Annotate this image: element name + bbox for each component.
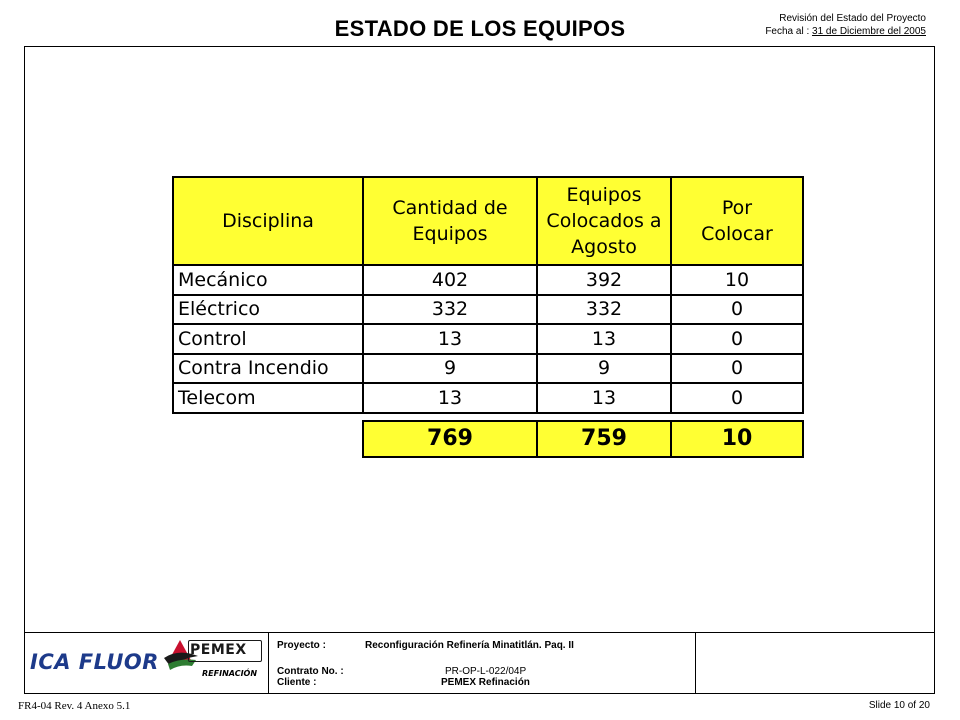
- cell-cantidad: 13: [363, 324, 537, 354]
- cliente-label: Cliente :: [277, 677, 317, 688]
- pemex-logo-text: PEMEX: [190, 642, 247, 658]
- cell-cantidad: 332: [363, 295, 537, 325]
- cell-disciplina: Contra Incendio: [173, 354, 363, 384]
- cell-disciplina: Control: [173, 324, 363, 354]
- contrato-label: Contrato No. :: [277, 666, 344, 677]
- date-line: [765, 25, 926, 38]
- spacer-cell: [363, 413, 537, 421]
- ica-fluor-logo: ICA FLUOR: [30, 650, 159, 674]
- cell-por-colocar: 0: [671, 383, 803, 413]
- table-spacer: [173, 413, 803, 421]
- cell-colocados: 332: [537, 295, 671, 325]
- table-row: [173, 383, 803, 413]
- cell-por-colocar: 10: [671, 265, 803, 295]
- totals-row: [173, 421, 803, 457]
- spacer-cell: [537, 413, 671, 421]
- cliente-line: [277, 677, 530, 688]
- cell-colocados: 9: [537, 354, 671, 384]
- table-row: [173, 324, 803, 354]
- pemex-logo-subtitle: REFINACIÓN: [202, 669, 258, 678]
- header-colocados: Equipos Colocados a Agosto: [537, 177, 671, 265]
- cell-cantidad: 402: [363, 265, 537, 295]
- total-cantidad: 769: [363, 421, 537, 457]
- cliente-value: PEMEX Refinación: [441, 677, 530, 688]
- cell-por-colocar: 0: [671, 354, 803, 384]
- page-title: ESTADO DE LOS EQUIPOS: [334, 16, 626, 41]
- date-label: Fecha al :: [765, 26, 810, 37]
- cell-colocados: 392: [537, 265, 671, 295]
- footer-divider: [24, 632, 935, 633]
- cell-colocados: 13: [537, 383, 671, 413]
- totals-blank: [173, 421, 363, 457]
- footer-divider-left: [268, 632, 269, 694]
- footer-divider-right: [695, 632, 696, 694]
- table-row: [173, 295, 803, 325]
- cell-por-colocar: 0: [671, 295, 803, 325]
- equipment-table: [172, 176, 804, 458]
- spacer-cell: [173, 413, 363, 421]
- cell-disciplina: Mecánico: [173, 265, 363, 295]
- revision-block: [765, 12, 926, 38]
- revision-label: Revisión del Estado del Proyecto: [779, 13, 926, 24]
- proyecto-line: [277, 640, 574, 651]
- header-por-colocar: Por Colocar: [671, 177, 803, 265]
- cell-colocados: 13: [537, 324, 671, 354]
- cell-disciplina: Telecom: [173, 383, 363, 413]
- total-por-colocar: 10: [671, 421, 803, 457]
- spacer-cell: [671, 413, 803, 421]
- total-colocados: 759: [537, 421, 671, 457]
- proyecto-value: Reconfiguración Refinería Minatitlán. Paq. II: [365, 640, 574, 651]
- header-disciplina: Disciplina: [173, 177, 363, 265]
- contrato-line: [277, 666, 527, 677]
- table-header-row: [173, 177, 803, 265]
- slide-number: Slide 10 of 20: [868, 700, 930, 711]
- table-row: [173, 354, 803, 384]
- table-row: [173, 265, 803, 295]
- pemex-logo: [162, 636, 262, 686]
- document-code: FR4-04 Rev. 4 Anexo 5.1: [18, 700, 131, 712]
- date-value: 31 de Diciembre del 2005: [812, 26, 926, 37]
- header-cantidad: Cantidad de Equipos: [363, 177, 537, 265]
- contrato-value: PR-OP-L-022/04P: [445, 666, 527, 677]
- cell-cantidad: 9: [363, 354, 537, 384]
- proyecto-label: Proyecto :: [277, 640, 326, 651]
- cell-disciplina: Eléctrico: [173, 295, 363, 325]
- cell-por-colocar: 0: [671, 324, 803, 354]
- cell-cantidad: 13: [363, 383, 537, 413]
